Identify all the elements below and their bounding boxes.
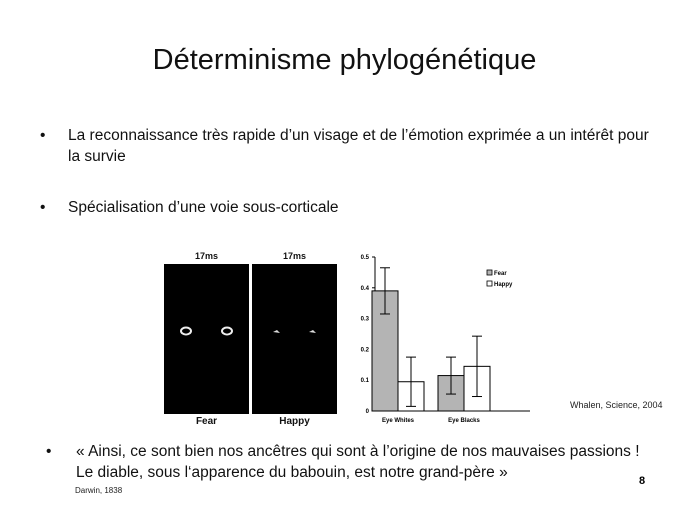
y-tick-label: 0.4: [360, 285, 369, 292]
y-tick-label: 0.5: [360, 255, 369, 261]
panel-happy-label: Happy: [279, 416, 310, 427]
bullet-text: Spécialisation d’une voie sous-corticale: [68, 199, 339, 216]
x-tick-label: Eye Whites: [381, 418, 415, 424]
page-number: 8: [639, 475, 646, 487]
bullet-item: [40, 125, 658, 167]
quote-text: « Ainsi, ce sont bien nos ancêtres qui sont à l’origine de nos mauvaises passions ! Le diable, sous l‘apparence du babouin, est notre grand-père »: [76, 443, 640, 481]
happy-eyes-stimulus-image: [252, 264, 337, 414]
slide-title: Déterminisme phylogénétique: [152, 44, 537, 76]
legend-swatch-happy: [487, 281, 492, 286]
fear-eyes-stimulus-image: [164, 264, 249, 414]
panel-fear-duration-label: 17ms: [194, 251, 219, 261]
quote-bullet: [46, 441, 651, 483]
y-tick-label: 0.1: [360, 378, 369, 385]
panel-fear-label: Fear: [195, 416, 218, 427]
citation-darwin: Darwin, 1838: [75, 486, 123, 495]
bar-chart: [350, 250, 550, 430]
legend-swatch-fear: [487, 270, 492, 275]
bullet-text: La reconnaissance très rapide d’un visage et de l’émotion exprimée a un intérêt pour la survie: [68, 127, 649, 165]
y-tick-label: 0.3: [360, 316, 369, 323]
legend-label-happy: Happy: [494, 282, 513, 288]
legend-label-fear: Fear: [494, 271, 507, 277]
panel-happy-duration-label: 17ms: [282, 251, 307, 261]
y-tick-label: 0.2: [360, 347, 369, 354]
happy-eyes-drawing: [252, 264, 337, 414]
fear-eyes-drawing: [164, 264, 249, 414]
citation-whalen: Whalen, Science, 2004: [570, 400, 663, 410]
bullet-item: [40, 197, 658, 218]
bullet-marker: •: [40, 199, 46, 216]
x-tick-label: Eye Blacks: [448, 418, 480, 424]
bullet-marker: •: [46, 443, 52, 460]
y-tick-label: 0: [365, 409, 369, 415]
bullet-marker: •: [40, 127, 46, 144]
